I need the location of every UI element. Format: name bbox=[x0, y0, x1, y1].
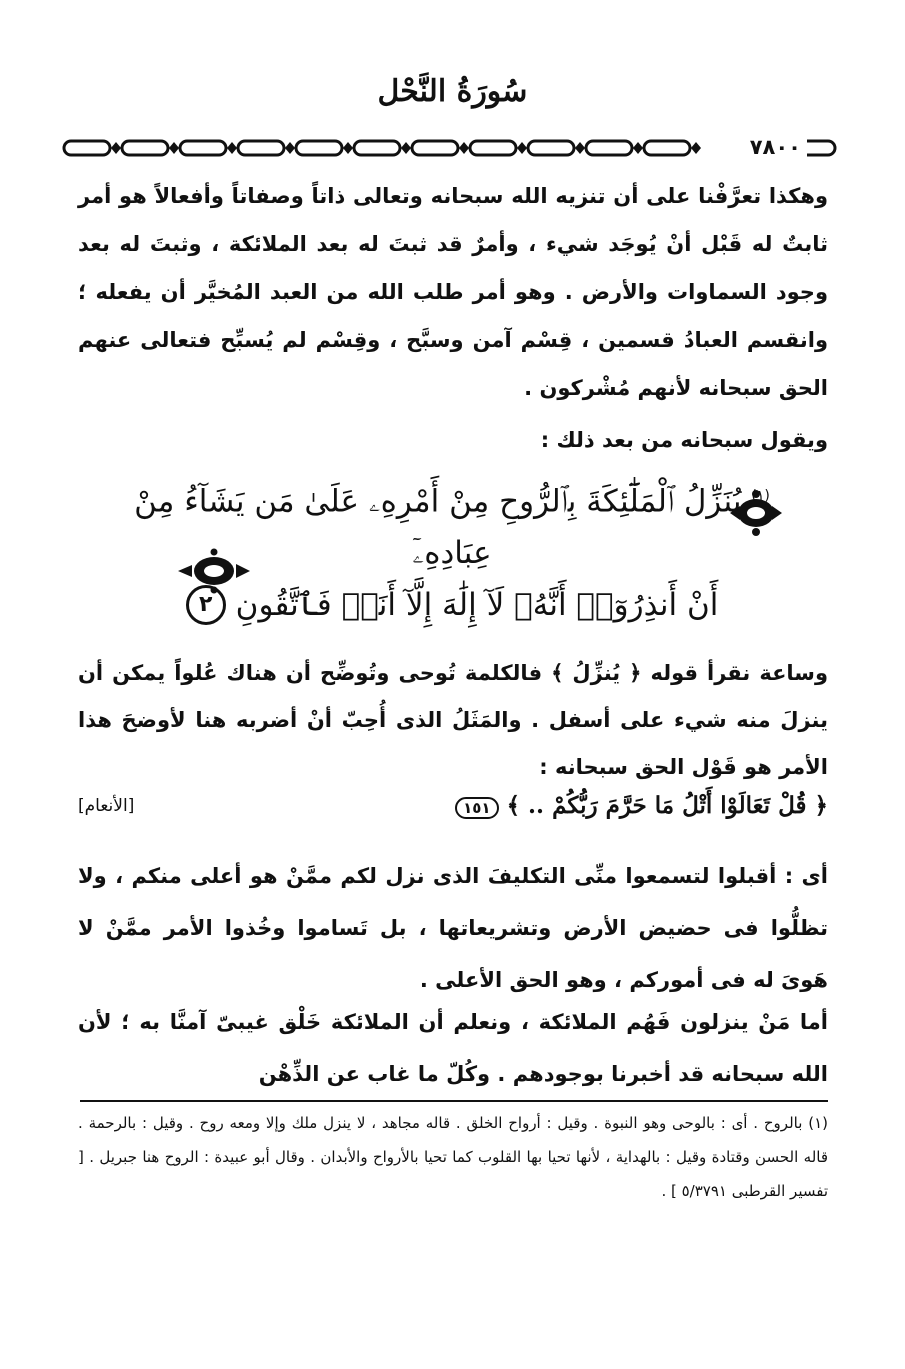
paragraph-3: وساعة نقرأ قوله ﴿ يُنزِّلُ ﴾ فالكلمة تُوحى وتُوضِّح أن هناك عُلواً يمكن أن ينزلَ منه شيء على أسفل . والمَثَلُ الذى أُحِبّ أنْ أضربه هنا لأوضحَ هذا الأمر هو قَوْل الحق سبحانه : bbox=[78, 661, 828, 779]
footnote: (١) بالروح . أى : بالوحى وهو النبوة . وقيل : أرواح الخلق . قاله مجاهد ، لا ينزل ملك وإلا ومعه روح . وقيل : بالرحمة . قاله الحسن وقتادة وقيل : بالهداية ، لأنها تحيا بها القلوب كما تحيا بالأرواح والأبدان . وقال أبو عبيدة : الروح هنا جبريل . [ تفسير القرطبى ٥/٣٧٩١ ] . bbox=[78, 1114, 828, 1200]
quote-surah-reference: [الأنعام] bbox=[78, 795, 135, 816]
quran-quote bbox=[455, 792, 828, 819]
verse-footnote-marker: (١) bbox=[751, 488, 770, 504]
paragraph-1: وهكذا تعرَّفْنا على أن تنزيه الله سبحانه وتعالى ذاتاً وصفاتاً وأفعالاً هو أمر ثابتٌ له قَبْل أنْ يُوجَد شيء ، وأمرٌ قد ثبتَ له بعد الملائكة ، وثبتَ له بعد وجود السماوات والأرض . وهو أمر طلب الله من العبد المُخيَّر أن يفعله ؛ وانقسم العبادُ قسمين ، قِسْم آمن وسبَّح ، وقِسْم لم يُسبِّح فتعالى عنهم الحق سبحانه لأنهم مُشْركون . bbox=[78, 184, 828, 400]
quote-text: ﴿ قُلْ تَعَالَوْا أَتْلُ مَا حَرَّمَ رَبُّكُمْ .. ﴾ bbox=[506, 792, 828, 819]
verse-text-2: أَنْ أَنذِرُوٓا۟ أَنَّهُۥ لَآ إِلَٰهَ إِلَّآ أَنَا۠ فَٱتَّقُونِ bbox=[235, 587, 719, 624]
paragraph-2: ويقول سبحانه من بعد ذلك : bbox=[540, 428, 828, 452]
paragraph-5: أما مَنْ ينزلون فَهُم الملائكة ، ونعلم أن الملائكة خَلْق غيبىّ آمنَّا به ؛ لأن الله سبحانه قد أخبرنا بوجودهم . وكُلّ ما غاب عن الذِّهْن bbox=[78, 1010, 828, 1086]
header-chain-ornament bbox=[62, 133, 837, 163]
quran-quote-row bbox=[78, 792, 828, 819]
ayah-number-badge: ٢ bbox=[186, 585, 226, 625]
footnote-divider bbox=[80, 1100, 828, 1102]
verse-text-1: يُنَزِّلُ ٱلْمَلَٰٓئِكَةَ بِٱلرُّوحِ مِنْ أَمْرِهِۦ عَلَىٰ مَن يَشَآءُ مِنْ عِبَادِهِۦٓ bbox=[134, 483, 742, 572]
page-number: ٧٨٠٠ bbox=[744, 133, 807, 161]
quote-ayah-number: ١٥١ bbox=[455, 797, 498, 819]
surah-title: سُورَةُ النَّحْل bbox=[377, 74, 528, 109]
paragraph-4: أى : أقبلوا لتسمعوا منِّى التكليفَ الذى نزل لكم ممَّنْ هو أعلى منكم ، ولا تظلُّوا فى حضيض الأرض وتشريعاتها ، بل تَساموا وخُذوا الأمر ممَّنْ لا هَوىَ له فى أموركم ، وهو الحق الأعلى . bbox=[78, 864, 828, 992]
verse-end-ornament bbox=[178, 548, 250, 594]
